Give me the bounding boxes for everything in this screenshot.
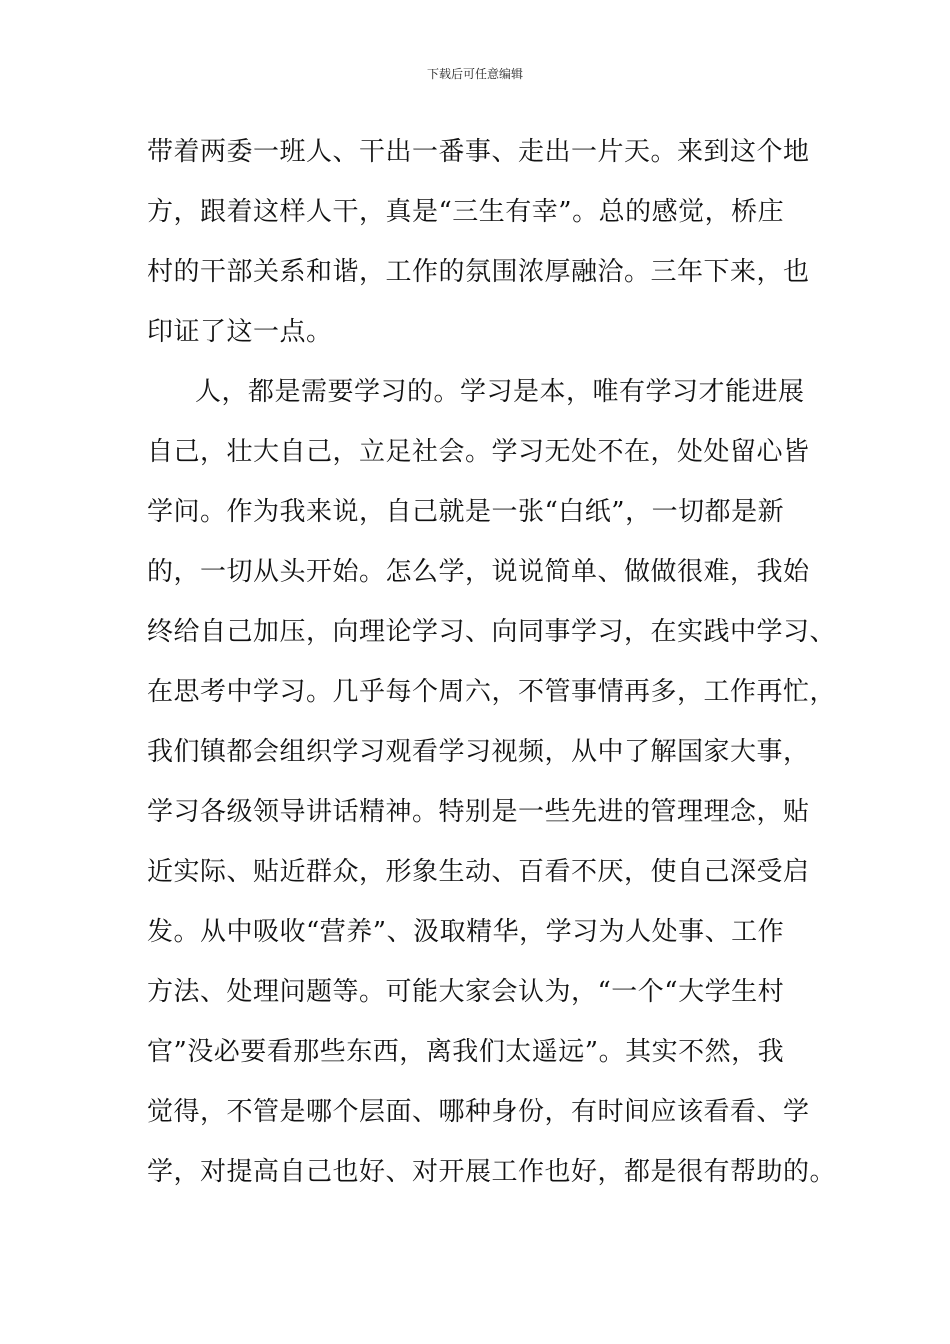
text-line: 印证了这一点。 — [147, 317, 333, 347]
text-line: 官”没必要看那些东西，离我们太遥远”。其实不然，我 — [147, 1037, 785, 1067]
text-line: 自己，壮大自己，立足社会。学习无处不在，处处留心皆 — [147, 437, 810, 467]
text-line: 在思考中学习。几乎每个周六，不管事情再多，工作再忙， — [147, 677, 837, 707]
text-line: 村的干部关系和谐，工作的氛围浓厚融洽。三年下来，也 — [147, 257, 810, 287]
text-line: 带着两委一班人、干出一番事、走出一片天。来到这个地 — [147, 137, 810, 167]
text-line: 学问。作为我来说，自己就是一张“白纸”，一切都是新 — [147, 497, 785, 527]
page-header: 下载后可任意编辑 — [426, 67, 523, 81]
body-text — [147, 130, 837, 1210]
text-line: 终给自己加压，向理论学习、向同事学习，在实践中学习、 — [147, 617, 837, 647]
text-line: 方，跟着这样人干，真是“三生有幸”。总的感觉，桥庄 — [147, 197, 785, 227]
text-line: 学习各级领导讲话精神。特别是一些先进的管理理念，贴 — [147, 797, 810, 827]
paragraph-start-line: 人，都是需要学习的。学习是本，唯有学习才能进展 — [195, 377, 805, 407]
text-line: 方法、处理问题等。可能大家会认为，“一个“大学生村 — [147, 977, 785, 1007]
text-line: 学，对提高自己也好、对开展工作也好，都是很有帮助的。 — [147, 1157, 837, 1187]
text-line: 发。从中吸收“营养”、汲取精华，学习为人处事、工作 — [147, 917, 785, 947]
text-line: 的，一切从头开始。怎么学，说说简单、做做很难，我始 — [147, 557, 810, 587]
text-line: 近实际、贴近群众，形象生动、百看不厌，使自己深受启 — [147, 857, 810, 887]
text-line: 觉得，不管是哪个层面、哪种身份，有时间应该看看、学 — [147, 1097, 810, 1127]
text-line: 我们镇都会组织学习观看学习视频，从中了解国家大事， — [147, 737, 810, 767]
